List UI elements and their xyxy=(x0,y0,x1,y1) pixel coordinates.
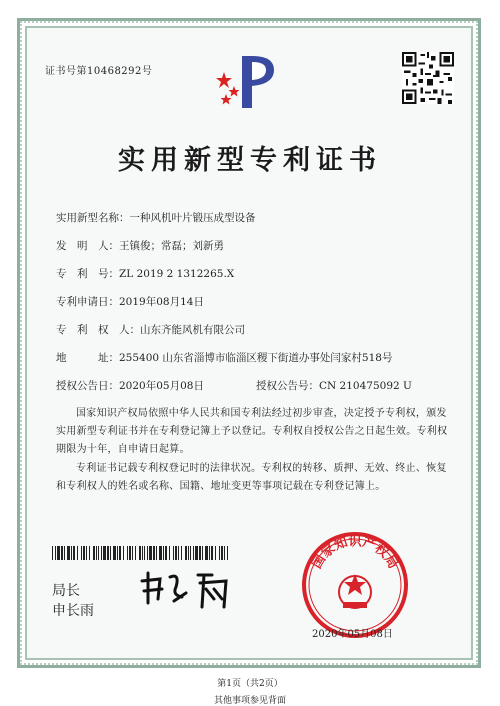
signer-name: 申长雨 xyxy=(52,603,94,619)
field-label: 发 明 人： xyxy=(56,240,119,252)
field-utility-model-name xyxy=(56,210,256,225)
page-number: 第1页（共2页） xyxy=(217,679,283,689)
field-patent-number xyxy=(56,266,234,281)
field-patentee xyxy=(56,322,245,337)
signature-image xyxy=(140,563,260,613)
field-value: CN 210475092 U xyxy=(319,380,412,392)
field-address xyxy=(56,350,392,365)
field-value: 2020年05月08日 xyxy=(119,380,204,392)
cnipa-logo-icon xyxy=(212,52,282,112)
field-application-date xyxy=(56,294,204,309)
field-label: 授权公告号： xyxy=(256,380,319,392)
field-label: 地 址： xyxy=(56,352,119,364)
field-value: 山东齐能风机有限公司 xyxy=(140,324,245,336)
qr-code-icon xyxy=(402,52,454,104)
field-value: ZL 2019 2 1312265.X xyxy=(119,268,235,280)
field-inventors xyxy=(56,238,224,253)
field-value: 2019年08月14日 xyxy=(119,296,204,308)
statement-paragraph-2: 专利证书记载专利权登记时的法律状况。专利权的转移、质押、无效、终止、恢复和专利权人的姓名或名称、国籍、地址变更等事项记载在专利登记簿上。 xyxy=(56,463,447,492)
seal-date: 2020年05月08日 xyxy=(312,629,393,640)
statement-paragraph-1: 国家知识产权局依照中华人民共和国专利法经过初步审查，决定授予专利权，颁发实用新型专利证书并在专利登记簿上予以登记。专利权自授权公告之日起生效。专利权期限为十年，自申请日起算。 xyxy=(56,408,448,455)
field-label: 实用新型名称： xyxy=(56,212,130,224)
official-seal-icon xyxy=(300,530,410,640)
field-label: 专 利 号： xyxy=(56,268,119,280)
field-label: 专利申请日： xyxy=(56,296,119,308)
field-announcement-number xyxy=(256,378,412,393)
barcode-icon xyxy=(52,546,232,560)
seal-text: 国家知识产权局 xyxy=(309,534,401,572)
field-label: 授权公告日： xyxy=(56,380,119,392)
certificate-number: 证书号第10468292号 xyxy=(45,66,153,77)
field-label: 专 利 权 人： xyxy=(56,324,140,336)
field-value: 一种风机叶片锻压成型设备 xyxy=(129,212,256,224)
footer-note: 其他事项参见背面 xyxy=(213,696,286,706)
field-value: 255400 山东省淄博市临淄区稷下街道办事处闫家村518号 xyxy=(119,352,393,364)
signer-title: 局长 xyxy=(52,583,80,599)
field-announcement-date xyxy=(56,378,204,393)
field-value: 王镇俊；常磊；刘新勇 xyxy=(119,240,224,252)
certificate-title: 实用新型专利证书 xyxy=(118,145,382,176)
